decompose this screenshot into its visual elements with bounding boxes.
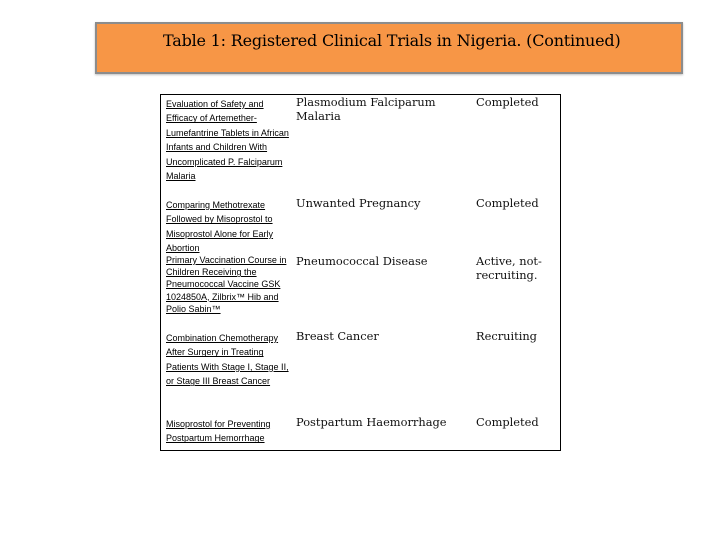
status-cell: Completed (476, 415, 539, 429)
trial-title-cell: Primary Vaccination Course in Children Receiving the Pneumococcal Vaccine GSK 1024850A, Zilbrix™ Hib and Polio Sabin™ (166, 255, 287, 314)
trial-title-cell: Combination Chemotherapy After Surgery in Treating Patients With Stage I, Stage II, or Stage III Breast Cancer (166, 333, 289, 387)
condition-cell: Breast Cancer (296, 329, 379, 343)
condition-cell: Plasmodium Falciparum Malaria (296, 95, 436, 123)
trial-title-cell: Evaluation of Safety and Efficacy of Artemether-Lumefantrine Tablets in African Infants and Children With Uncomplicated P. Falciparum Malaria (166, 99, 289, 182)
status-cell: Completed (476, 196, 539, 210)
condition-cell: Unwanted Pregnancy (296, 196, 421, 210)
table-title-banner (95, 22, 683, 74)
trial-title-cell: Misoprostol for Preventing Postpartum Hemorrhage (166, 419, 271, 444)
trial-title-cell: Comparing Methotrexate Followed by Misoprostol to Misoprostol Alone for Early Abortion (166, 200, 274, 254)
status-cell: Active, not-recruiting. (476, 254, 542, 282)
condition-cell: Postpartum Haemorrhage (296, 415, 447, 429)
clinical-trials-table (160, 94, 561, 451)
table-title: Table 1: Registered Clinical Trials in Nigeria. (Continued) (163, 31, 621, 50)
status-cell: Completed (476, 95, 539, 109)
status-cell: Recruiting (476, 329, 537, 343)
condition-cell: Pneumococcal Disease (296, 254, 428, 268)
